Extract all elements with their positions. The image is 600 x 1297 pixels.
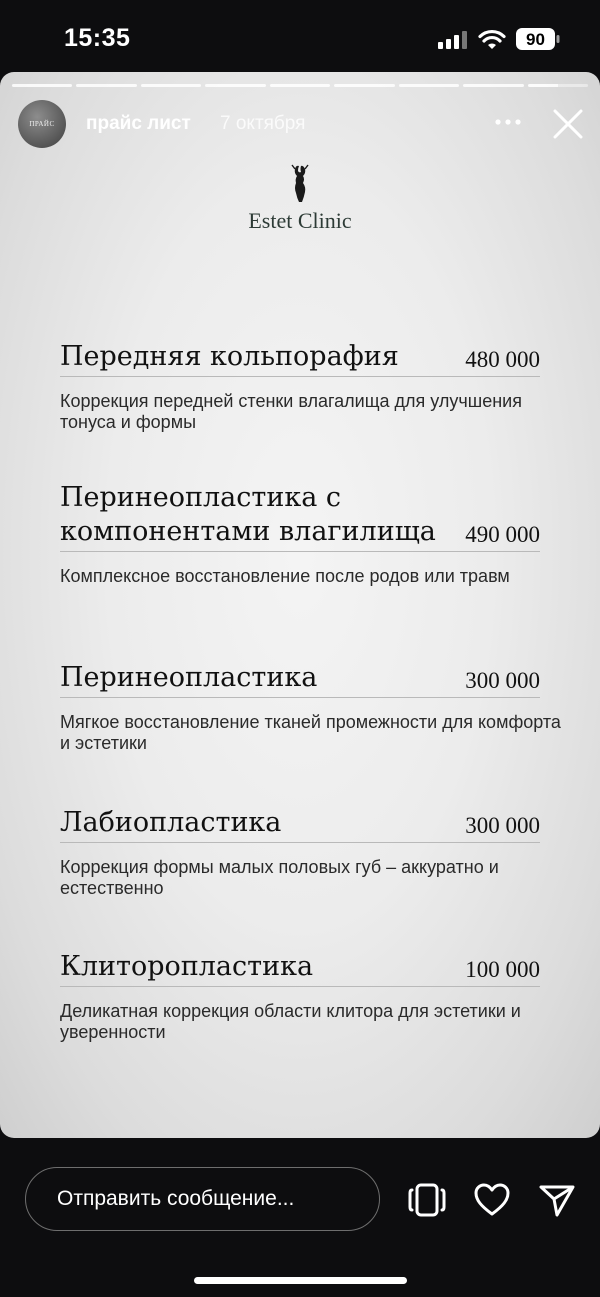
progress-segment [399, 84, 459, 87]
heart-icon[interactable] [473, 1182, 511, 1218]
service-title: Клиторопластика [60, 951, 314, 982]
progress-segment [141, 84, 201, 87]
account-name[interactable]: прайс лист [86, 113, 191, 134]
progress-segment [270, 84, 330, 87]
message-input[interactable]: Отправить сообщение... [25, 1167, 380, 1231]
service-item [60, 481, 540, 587]
service-description: Коррекция передней стенки влагалища для улучшения тонуса и формы [60, 391, 522, 432]
service-title: Перинеопластика [60, 662, 318, 693]
service-title: Лабиопластика [60, 807, 282, 838]
progress-segment [76, 84, 136, 87]
avatar[interactable] [18, 100, 66, 148]
reshare-icon[interactable] [408, 1182, 446, 1218]
progress-segment [528, 84, 588, 87]
battery-icon [516, 28, 560, 50]
battery-level: 90 [526, 30, 545, 49]
story-view[interactable] [0, 72, 600, 1138]
more-options-icon[interactable] [494, 112, 522, 132]
story-progress-bar [12, 84, 588, 87]
status-bar [0, 0, 600, 72]
story-date: 7 октября [220, 113, 306, 134]
service-title: Передняя кольпорафия [60, 341, 399, 372]
service-description: Коррекция формы малых половых губ – аккуратно и естественно [60, 857, 499, 898]
progress-segment [205, 84, 265, 87]
service-description: Мягкое восстановление тканей промежности для комфорта и эстетики [60, 712, 561, 753]
silhouette-icon [285, 164, 315, 204]
service-item [60, 661, 561, 754]
story-header [18, 100, 586, 148]
progress-segment [12, 84, 72, 87]
service-title: Перинеопластика с компонентами влагилища [60, 482, 436, 547]
service-price: 490 000 [465, 522, 540, 547]
service-description: Деликатная коррекция области клитора для эстетики и уверенности [60, 1001, 521, 1042]
home-indicator[interactable] [194, 1277, 407, 1284]
service-price: 300 000 [465, 668, 540, 693]
progress-segment [463, 84, 523, 87]
avatar-text: ПРАЙС [29, 120, 55, 128]
send-icon[interactable] [538, 1182, 576, 1218]
service-price: 480 000 [465, 347, 540, 372]
clinic-logo [0, 164, 600, 234]
service-item [60, 950, 540, 1043]
service-item [60, 340, 540, 433]
service-price: 100 000 [465, 957, 540, 982]
service-price: 300 000 [465, 813, 540, 838]
brand-name: Estet Clinic [248, 208, 352, 233]
status-time: 15:35 [64, 24, 131, 52]
wifi-icon [478, 29, 506, 51]
cellular-signal-icon [438, 31, 468, 49]
close-icon[interactable] [552, 108, 584, 140]
progress-segment [334, 84, 394, 87]
service-description: Комплексное восстановление после родов или травм [60, 566, 510, 586]
service-item [60, 806, 540, 899]
